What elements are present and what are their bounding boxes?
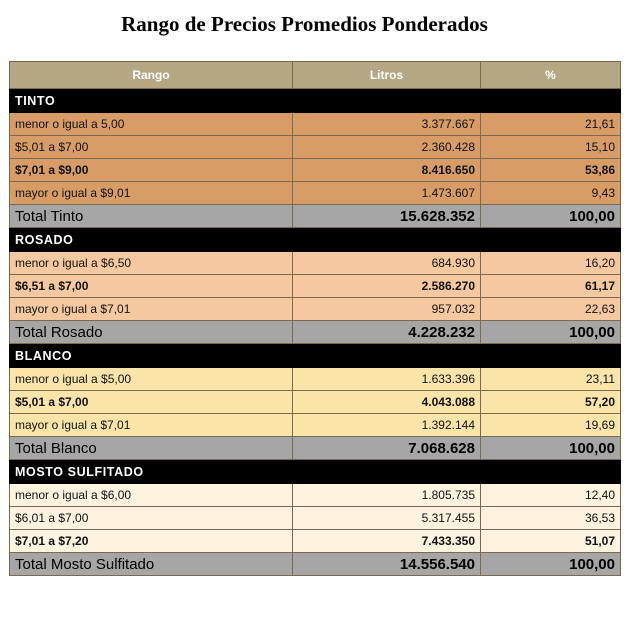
cell-rango: $7,01 a $9,00 [10, 159, 293, 182]
total-pct: 100,00 [481, 553, 621, 576]
table-row [10, 414, 621, 437]
cell-pct: 16,20 [481, 252, 621, 275]
cell-rango: mayor o igual a $7,01 [10, 298, 293, 321]
cell-litros: 957.032 [293, 298, 481, 321]
cell-litros: 684.930 [293, 252, 481, 275]
cell-litros: 5.317.455 [293, 507, 481, 530]
cell-rango: menor o igual a $5,00 [10, 368, 293, 391]
table-row [10, 391, 621, 414]
cell-rango: menor o igual a $6,50 [10, 252, 293, 275]
section-mosto-sulfitado [10, 460, 621, 576]
total-pct: 100,00 [481, 321, 621, 344]
cell-rango: $7,01 a $7,20 [10, 530, 293, 553]
cell-litros: 1.473.607 [293, 182, 481, 205]
page-title: Rango de Precios Promedios Ponderados [121, 12, 488, 36]
total-label: Total Mosto Sulfitado [10, 553, 293, 576]
table-row [10, 298, 621, 321]
header-litros: Litros [293, 62, 481, 89]
section-title: MOSTO SULFITADO [10, 460, 621, 484]
cell-pct: 15,10 [481, 136, 621, 159]
table-row [10, 113, 621, 136]
cell-litros: 2.360.428 [293, 136, 481, 159]
header-rango: Rango [10, 62, 293, 89]
section-title: ROSADO [10, 228, 621, 252]
total-litros: 14.556.540 [293, 553, 481, 576]
cell-rango: mayor o igual a $7,01 [10, 414, 293, 437]
table-row [10, 159, 621, 182]
total-row [10, 437, 621, 460]
table-row [10, 530, 621, 553]
cell-pct: 19,69 [481, 414, 621, 437]
total-label: Total Rosado [10, 321, 293, 344]
total-row [10, 553, 621, 576]
table-row [10, 275, 621, 298]
section-title: TINTO [10, 89, 621, 113]
table-row [10, 368, 621, 391]
cell-pct: 22,63 [481, 298, 621, 321]
table-row [10, 252, 621, 275]
total-pct: 100,00 [481, 437, 621, 460]
cell-rango: mayor o igual a $9,01 [10, 182, 293, 205]
total-litros: 7.068.628 [293, 437, 481, 460]
cell-rango: $5,01 a $7,00 [10, 136, 293, 159]
cell-litros: 1.633.396 [293, 368, 481, 391]
cell-litros: 1.392.144 [293, 414, 481, 437]
total-label: Total Tinto [10, 205, 293, 228]
total-row [10, 205, 621, 228]
table-header-row [10, 62, 621, 89]
cell-pct: 51,07 [481, 530, 621, 553]
section-title: BLANCO [10, 344, 621, 368]
total-litros: 15.628.352 [293, 205, 481, 228]
total-litros: 4.228.232 [293, 321, 481, 344]
table-row [10, 484, 621, 507]
cell-litros: 7.433.350 [293, 530, 481, 553]
total-pct: 100,00 [481, 205, 621, 228]
section-tinto [10, 89, 621, 228]
table-row [10, 507, 621, 530]
cell-pct: 36,53 [481, 507, 621, 530]
header-pct: % [481, 62, 621, 89]
cell-pct: 23,11 [481, 368, 621, 391]
cell-pct: 12,40 [481, 484, 621, 507]
cell-pct: 21,61 [481, 113, 621, 136]
cell-litros: 2.586.270 [293, 275, 481, 298]
cell-litros: 4.043.088 [293, 391, 481, 414]
section-blanco [10, 344, 621, 460]
cell-rango: $6,51 a $7,00 [10, 275, 293, 298]
total-label: Total Blanco [10, 437, 293, 460]
cell-rango: menor o igual a 5,00 [10, 113, 293, 136]
section-rosado [10, 228, 621, 344]
cell-rango: menor o igual a $6,00 [10, 484, 293, 507]
total-row [10, 321, 621, 344]
cell-pct: 61,17 [481, 275, 621, 298]
cell-pct: 9,43 [481, 182, 621, 205]
table-row [10, 182, 621, 205]
cell-rango: $6,01 a $7,00 [10, 507, 293, 530]
cell-litros: 8.416.650 [293, 159, 481, 182]
cell-pct: 57,20 [481, 391, 621, 414]
cell-pct: 53,86 [481, 159, 621, 182]
table-row [10, 136, 621, 159]
cell-rango: $5,01 a $7,00 [10, 391, 293, 414]
cell-litros: 1.805.735 [293, 484, 481, 507]
cell-litros: 3.377.667 [293, 113, 481, 136]
price-range-table [9, 61, 621, 576]
